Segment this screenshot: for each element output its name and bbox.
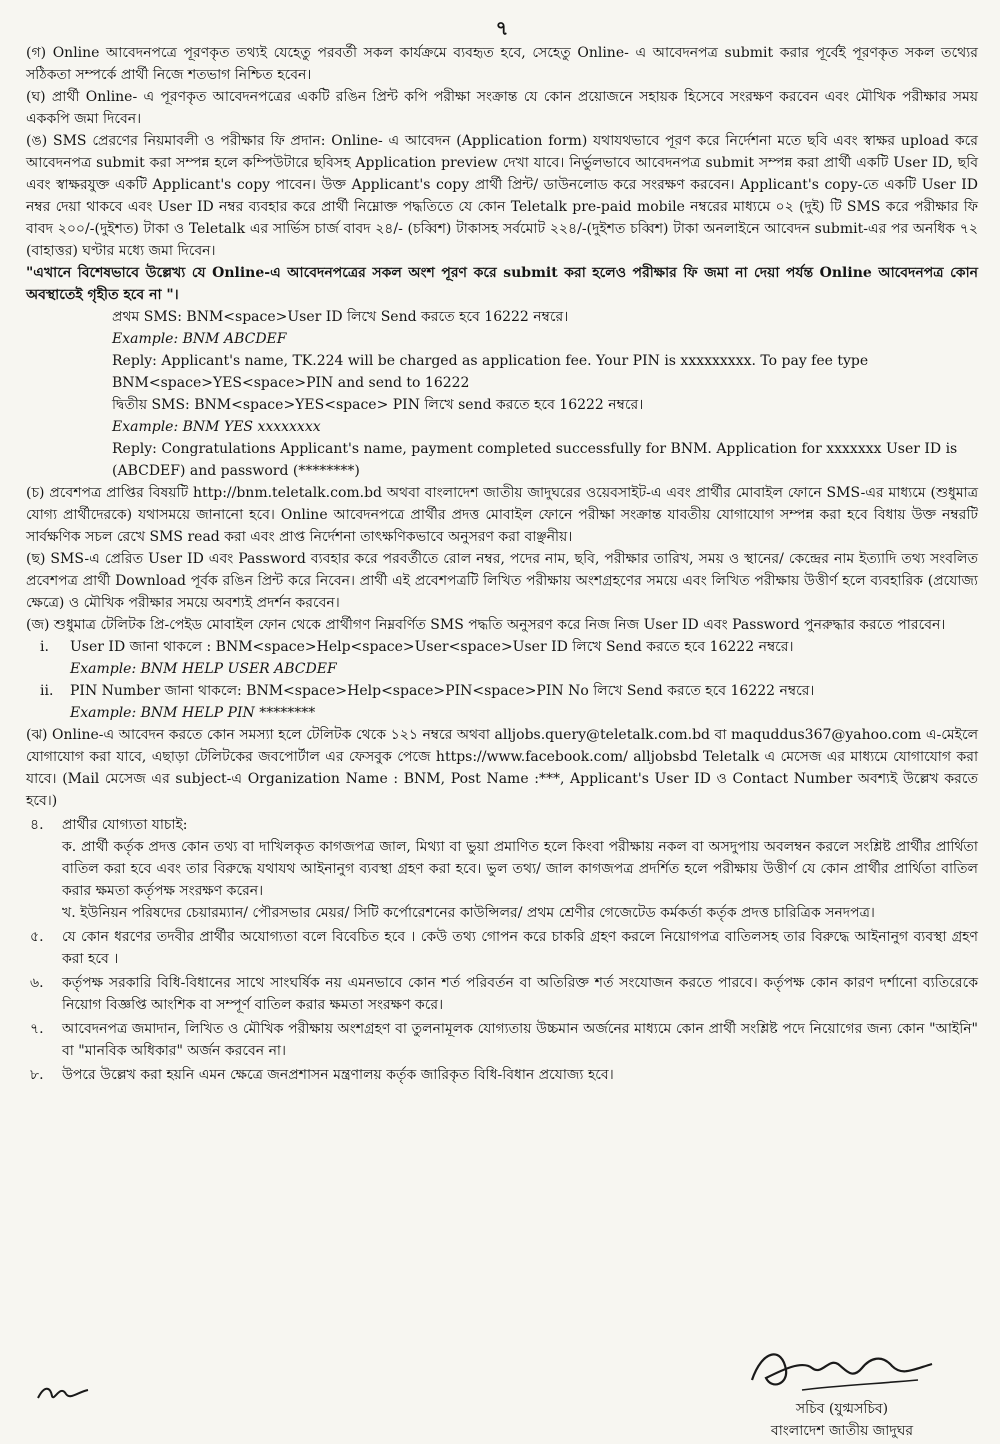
page-number: ৭ — [495, 16, 509, 40]
paragraph-uma: (ঙ) SMS প্রেরণের নিয়মাবলী ও পরীক্ষার ফি প্রদান: Online- এ আবেদন (Application form) যথাযথভাবে পূরণ করে নির্দেশনা মতে ছবি এবং স্বাক্ষর upload করে আবেদনপত্র submit করা সম্পন্ন হলে কম্পিউটারে ছবিসহ Application preview দেখা যাবে। নির্ভুলভাবে আবেদনপত্র submit সম্পন্ন করা প্রার্থী একটি User ID, ছবি এবং স্বাক্ষরযুক্ত একটি Applicant's copy পাবেন। উক্ত Applicant's copy প্রার্থী প্রিন্ট/ ডাউনলোড করে সংরক্ষণ করবেন। Applicant's copy-তে একটি User ID নম্বর দেয়া থাকবে এবং User ID নম্বর ব্যবহার করে প্রার্থী নিম্নোক্ত পদ্ধতিতে যে কোন Teletalk pre-paid mobile নম্বরের মাধ্যমে ০২ (দুই) টি SMS করে পরীক্ষার ফি বাবদ ২০০/-(দুইশত) টাকা ও Teletalk এর সার্ভিস চার্জ বাবদ ২৪/- (চব্বিশ) টাকাসহ সর্বমোট ২২৪/-(দুইশত চব্বিশ) টাকা অনলাইনে আবেদন submit-এর পর অনধিক ৭২ (বাহাত্তর) ঘণ্টার মধ্যে জমা দিবেন। — [26, 133, 978, 259]
paragraph-uma-notice: "এখানে বিশেষভাবে উল্লেখ্য যে Online-এ আবেদনপত্রের সকল অংশ পূরণ করে submit করা হলেও পরীক্ষার ফি জমা না দেয়া পর্যন্ত Online আবেদনপত্র কোন অবস্থাতেই গৃহীত হবে না "। — [26, 265, 978, 303]
second-sms-reply: Reply: Congratulations Applicant's name, payment completed successfully for BNM. Application for xxxxxxx User ID is (ABCDEF) and password (********) — [112, 441, 958, 479]
section-text: উপরে উল্লেখ করা হয়নি এমন ক্ষেত্রে জনপ্রশাসন মন্ত্রণালয় কর্তৃক জারিকৃত বিধি-বিধান প্রযোজ্য হবে। — [62, 1067, 614, 1083]
paragraph-ga: (গ) Online আবেদনপত্রে পূরণকৃত তথ্যই যেহেতু পরবর্তী সকল কার্যক্রমে ব্যবহৃত হবে, সেহেতু Online- এ আবেদনপত্র submit করার পূর্বেই পূরণকৃত সকল তথ্যের সঠিকতা সম্পর্কে প্রার্থী নিজে শতভাগ নিশ্চিত হবেন। — [26, 45, 978, 83]
paragraph-gha: (ঘ) প্রার্থী Online- এ পূরণকৃত আবেদনপত্রের একটি রঙিন প্রিন্ট কপি পরীক্ষা সংক্রান্ত যে কোন প্রয়োজনে সহায়ক হিসেবে সংরক্ষণ করবেন এবং মৌখিক পরীক্ষার সময় এককপি জমা দিবেন। — [26, 89, 978, 127]
paragraph-cha: (চ) প্রবেশপত্র প্রাপ্তির বিষয়টি http://bnm.teletalk.com.bd অথবা বাংলাদেশ জাতীয় জাদুঘরের ওয়েবসাইট-এ এবং প্রার্থীর মোবাইল ফোনে SMS-এর মাধ্যমে (শুধুমাত্র যোগ্য প্রার্থীদেরকে) যথাসময়ে জানানো হবে। Online আবেদনপত্রে প্রার্থীর প্রদত্ত মোবাইল ফোনে পরীক্ষা সংক্রান্ত যাবতীয় যোগাযোগ সম্পন্ন করা হবে বিধায় উক্ত নম্বরটি সার্বক্ষণিক সচল রেখে SMS read করা এবং প্রাপ্ত নির্দেশনা তাৎক্ষণিকভাবে অনুসরণ করা বাঞ্ছনীয়। — [26, 485, 978, 545]
recovery-text: User ID জানা থাকলে : BNM<space>Help<space>User<space>User ID লিখে Send করতে হবে 16222 নম্বরে। — [70, 639, 794, 655]
recovery-item — [26, 680, 978, 702]
recovery-item — [26, 636, 978, 658]
first-sms: প্রথম SMS: BNM<space>User ID লিখে Send করতে হবে 16222 নম্বরে। — [112, 309, 569, 325]
recovery-numeral: i. — [40, 639, 49, 655]
handwritten-signature — [742, 1340, 942, 1400]
section-conditions — [26, 972, 978, 1016]
section-number: ৫. — [30, 929, 44, 945]
paragraph-chha: (ছ) SMS-এ প্রেরিত User ID এবং Password ব্যবহার করে পরবর্তীতে রোল নম্বর, পদের নাম, ছবি, পরীক্ষার তারিখ, সময় ও স্থানের/ কেন্দ্রের নাম ইত্যাদি তথ্য সংবলিত প্রবেশপত্র প্রার্থী Download পূর্বক রঙিন প্রিন্ট করে নিবেন। প্রার্থী এই প্রবেশপত্রটি লিখিত পরীক্ষায় অংশগ্রহণের সময়ে এবং লিখিত পরীক্ষায় উত্তীর্ণ হলে ব্যবহারিক (প্রযোজ্য ক্ষেত্রে) ও মৌখিক পরীক্ষার সময়ে অবশ্যই প্রদর্শন করবেন। — [26, 551, 978, 611]
paragraph-jha: (ঝ) Online-এ আবেদন করতে কোন সমস্যা হলে টেলিটক থেকে ১২১ নম্বরে অথবা alljobs.query@teletalk.com.bd বা maquddus367@yahoo.com এ-মেইলে যোগাযোগ করা যাবে, এছাড়া টেলিটকের জবপোর্টাল এর ফেসবুক পেজে https://www.facebook.com/ alljobsbd Teletalk এ মেসেজ এর মাধ্যমে যোগাযোগ করা যাবে। (Mail মেসেজ এর subject-এ Organization Name : BNM, Post Name :***, Applicant's User ID ও Contact Number অবশ্যই উল্লেখ করতে হবে।) — [26, 727, 978, 809]
second-sms: দ্বিতীয় SMS: BNM<space>YES<space> PIN লিখে send করতে হবে 16222 নম্বরে। — [112, 397, 644, 413]
section-eligibility — [26, 814, 978, 924]
section-number: ৪. — [30, 817, 44, 833]
recovery-text: PIN Number জানা থাকলে: BNM<space>Help<space>PIN<space>PIN No লিখে Send করতে হবে 16222 নম্বরে। — [70, 683, 815, 699]
paragraph-ja: (জ) শুধুমাত্র টেলিটক প্রি-পেইড মোবাইল ফোন থেকে প্রার্থীগণ নিম্নবর্ণিত SMS পদ্ধতি অনুসরণ করে নিজ নিজ User ID এবং Password পুনরুদ্ধার করতে পারবেন। — [26, 617, 946, 633]
recovery-example: Example: BNM HELP PIN ******** — [70, 705, 316, 721]
signature-block — [712, 1340, 972, 1440]
section-title: প্রার্থীর যোগ্যতা যাচাই: — [62, 817, 188, 833]
section-item: খ. ইউনিয়ন পরিষদের চেয়ারম্যান/ পৌরসভার মেয়র/ সিটি কর্পোরেশনের কাউন্সিলর/ প্রথম শ্রেণীর গেজেটেড কর্মকর্তা কর্তৃক প্রদত্ত চারিত্রিক সনদপত্র। — [62, 905, 875, 921]
first-sms-reply: Reply: Applicant's name, TK.224 will be charged as application fee. Your PIN is xxxxxxxxx. To pay fee type BNM<space>YES<space>PIN and send to 16222 — [112, 353, 869, 391]
section-number: ৬. — [30, 975, 44, 991]
recovery-example: Example: BNM HELP USER ABCDEF — [70, 661, 337, 677]
section-text: যে কোন ধরণের তদবীর প্রার্থীর অযোগ্যতা বলে বিবেচিত হবে । কেউ তথ্য গোপন করে চাকরি গ্রহণ করলে নিয়োগপত্র বাতিলসহ তার বিরুদ্ধে আইনানুগ ব্যবস্থা গ্রহণ করা হবে । — [62, 929, 978, 967]
first-sms-example: Example: BNM ABCDEF — [112, 331, 287, 347]
section-rules — [26, 1064, 978, 1086]
section-number: ৭. — [30, 1021, 44, 1037]
section-item: ক. প্রার্থী কর্তৃক প্রদত্ত কোন তথ্য বা দাখিলকৃত কাগজপত্র জাল, মিথ্যা বা ভুয়া প্রমাণিত হলে কিংবা পরীক্ষায় নকল বা অসদুপায় অবলম্বন করলে সংশ্লিষ্ট প্রার্থীর প্রার্থিতা বাতিল করা হবে এবং তার বিরুদ্ধে যথাযথ আইনানুগ ব্যবস্থা গ্রহণ করা হবে। ভুল তথ্য/ জাল কাগজপত্র প্রদর্শিত হলে পরীক্ষায় উত্তীর্ণ যে কোন প্রার্থীর প্রার্থিতা বাতিল করার ক্ষমতা কর্তৃপক্ষ সংরক্ষণ করেন। — [62, 839, 978, 899]
section-rights — [26, 1018, 978, 1062]
second-sms-example: Example: BNM YES xxxxxxxx — [112, 419, 321, 435]
section-number: ৮. — [30, 1067, 44, 1083]
sms-instructions — [26, 306, 978, 482]
recovery-numeral: ii. — [40, 683, 54, 699]
section-lobbying — [26, 926, 978, 970]
signatory-organization: বাংলাদেশ জাতীয় জাদুঘর — [770, 1423, 914, 1439]
signatory-block — [712, 1398, 972, 1442]
initial-mark — [34, 1376, 94, 1406]
signatory-designation: সচিব (যুগ্মসচিব) — [795, 1401, 889, 1417]
section-text: আবেদনপত্র জমাদান, লিখিত ও মৌখিক পরীক্ষায় অংশগ্রহণ বা তুলনামূলক যোগ্যতায় উচ্চমান অর্জনের মাধ্যমে কোন প্রার্থী সংশ্লিষ্ট পদে নিয়োগের জন্য কোন "আইনি" বা "মানবিক অধিকার" অর্জন করবেন না। — [62, 1021, 978, 1059]
section-text: কর্তৃপক্ষ সরকারি বিধি-বিধানের সাথে সাংঘর্ষিক নয় এমনভাবে কোন শর্ত পরিবর্তন বা অতিরিক্ত শর্ত সংযোজন করতে পারবে। কর্তৃপক্ষ কোন কারণ দর্শানো ব্যতিরেকে নিয়োগ বিজ্ঞপ্তি আংশিক বা সম্পূর্ণ বাতিল করার ক্ষমতা সংরক্ষণ করে। — [62, 975, 978, 1013]
